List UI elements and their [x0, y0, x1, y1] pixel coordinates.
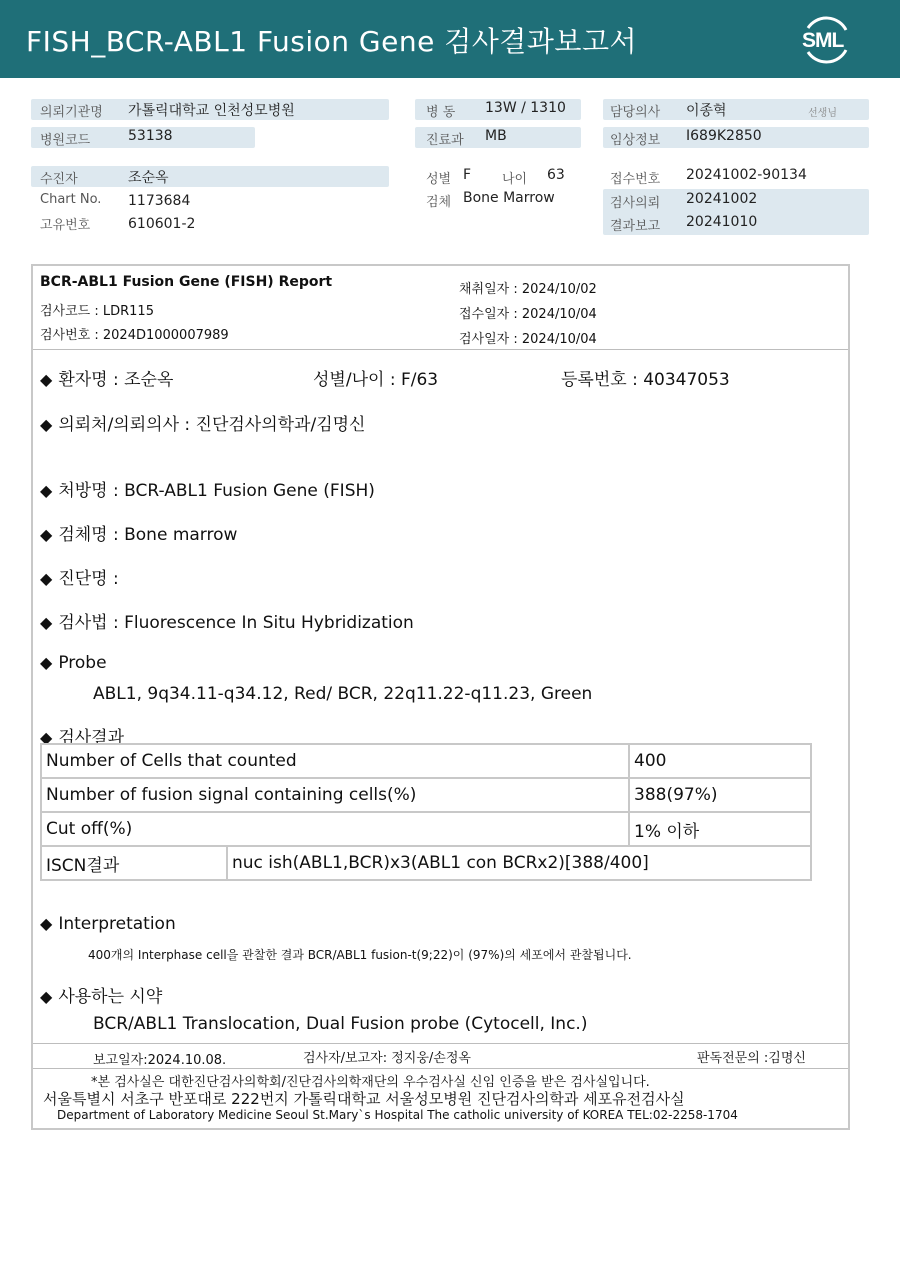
table-row [41, 778, 811, 812]
ward-value: 13W / 1310 [485, 100, 566, 116]
logo-text: SML [802, 29, 844, 52]
fusion-value: 388(97%) [629, 778, 811, 812]
ward-label: 병 동 [426, 105, 456, 120]
prescription-line-text: 처방명 : BCR-ABL1 Fusion Gene (FISH) [58, 481, 375, 501]
age-label: 나이 [502, 172, 528, 187]
probe-heading-text: Probe [58, 653, 107, 673]
report-title: BCR-ABL1 Fusion Gene (FISH) Report [40, 274, 333, 290]
reader: 판독전문의 :김명신 [697, 1051, 806, 1066]
doctor-suffix: 선생님 [808, 108, 837, 119]
diamond-bullet-icon: ◆ [40, 613, 53, 632]
interp-text: 400개의 Interphase cell을 관찰한 결과 BCR/ABL1 fusion-t(9;22)이 (97%)의 세포에서 관찰됩니다. [88, 948, 632, 962]
reagent-text: BCR/ABL1 Translocation, Dual Fusion probe (Cytocell, Inc.) [93, 1014, 588, 1034]
divider [33, 1068, 848, 1069]
diamond-bullet-icon: ◆ [40, 525, 53, 544]
result-label: 결과보고 [610, 219, 661, 234]
test-date: 검사일자 : 2024/10/04 [459, 332, 597, 347]
cutoff-value: 1% 이하 [629, 812, 811, 846]
receipt-value: 20241002-90134 [686, 167, 807, 183]
specimen-line [40, 520, 237, 545]
request-value: 20241002 [686, 191, 758, 207]
test-number: 검사번호 : 2024D1000007989 [40, 328, 229, 343]
probe-heading [40, 653, 107, 673]
institution-label: 의뢰기관명 [40, 105, 103, 120]
dept-label: 진료과 [426, 133, 464, 148]
cells-counted-label: Number of Cells that counted [41, 744, 629, 778]
request-label: 검사의뢰 [610, 196, 661, 211]
test-code: 검사코드 : LDR115 [40, 304, 154, 319]
method-line [40, 608, 414, 633]
receipt-label: 접수번호 [610, 172, 661, 187]
fusion-label: Number of fusion signal containing cells(%) [41, 778, 629, 812]
reporters: 검사자/보고자: 정지웅/손정옥 [303, 1051, 471, 1066]
reagent-heading-text: 사용하는 시약 [58, 987, 163, 1007]
divider [33, 349, 848, 350]
table-row [41, 744, 811, 778]
specimen-value: Bone Marrow [463, 190, 555, 206]
diamond-bullet-icon: ◆ [40, 569, 53, 588]
iscn-label: ISCN결과 [41, 846, 227, 880]
patient-line-text: 환자명 : 조순옥 [58, 370, 174, 390]
table-row [41, 846, 811, 880]
specimen-label: 검체 [426, 195, 452, 210]
table-row [41, 812, 811, 846]
interp-heading-text: Interpretation [58, 914, 176, 934]
sml-logo [798, 12, 854, 66]
cert-note: *본 검사실은 대한진단검사의학회/진단검사의학재단의 우수검사실 신임 인증을 받은 검사실입니다. [91, 1075, 650, 1090]
results-heading-text: 검사결과 [58, 728, 125, 748]
results-table [40, 743, 812, 881]
reagent-heading [40, 982, 162, 1007]
patient-value: 조순옥 [128, 170, 169, 186]
lab-address: 서울특별시 서초구 반포대로 222번지 가톨릭대학교 서울성모병원 진단검사의학과 세포유전검사실 [43, 1090, 685, 1108]
chart-value: 1173684 [128, 193, 191, 209]
diagnosis-line [40, 564, 119, 589]
patient-field [31, 166, 389, 187]
age-value: 63 [547, 167, 565, 183]
clinical-label: 임상정보 [610, 133, 661, 148]
clinical-value: I689K2850 [686, 128, 762, 144]
unique-label: 고유번호 [40, 218, 91, 233]
regno-line: 등록번호 : 40347053 [561, 370, 730, 390]
referrer-line-text: 의뢰처/의뢰의사 : 진단검사의학과/김명신 [58, 415, 366, 435]
unique-value: 610601-2 [128, 216, 196, 232]
receive-date: 접수일자 : 2024/10/04 [459, 307, 597, 322]
cutoff-label: Cut off(%) [41, 812, 629, 846]
iscn-value: nuc ish(ABL1,BCR)x3(ABL1 con BCRx2)[388/400] [227, 846, 811, 880]
result-value: 20241010 [686, 214, 758, 230]
sex-label: 성별 [426, 172, 452, 187]
dept-value: MB [485, 128, 507, 144]
specimen-line-text: 검체명 : Bone marrow [58, 525, 238, 545]
diamond-bullet-icon: ◆ [40, 481, 53, 500]
diamond-bullet-icon: ◆ [40, 415, 53, 434]
doctor-label: 담당의사 [610, 105, 661, 120]
dept-english: Department of Laboratory Medicine Seoul St.Mary`s Hospital The catholic university of KOREA TEL:02-2258-1704 [57, 1108, 738, 1122]
diamond-bullet-icon: ◆ [40, 987, 53, 1006]
diagnosis-line-text: 진단명 : [58, 569, 119, 589]
diamond-bullet-icon: ◆ [40, 653, 53, 672]
cells-counted-value: 400 [629, 744, 811, 778]
report-box [31, 264, 850, 1130]
probe-text: ABL1, 9q34.11-q34.12, Red/ BCR, 22q11.22-q11.23, Green [93, 684, 593, 704]
doctor-value: 이종혁 [686, 103, 727, 119]
divider [33, 1043, 848, 1044]
chart-label: Chart No. [40, 192, 102, 207]
sexage-line: 성별/나이 : F/63 [313, 370, 439, 390]
referrer-line [40, 410, 365, 435]
hospital-code-value: 53138 [128, 128, 173, 144]
patient-label: 수진자 [40, 172, 78, 187]
diamond-bullet-icon: ◆ [40, 370, 53, 389]
method-line-text: 검사법 : Fluorescence In Situ Hybridization [58, 613, 414, 633]
interp-heading [40, 914, 176, 934]
hospital-code-label: 병원코드 [40, 133, 91, 148]
report-header [0, 0, 900, 78]
report-date: 보고일자:2024.10.08. [93, 1053, 227, 1068]
sex-value: F [463, 167, 472, 183]
page-title: FISH_BCR-ABL1 Fusion Gene 검사결과보고서 [26, 25, 638, 58]
institution-value: 가톨릭대학교 인천성모병원 [128, 103, 295, 119]
collect-date: 채취일자 : 2024/10/02 [459, 282, 597, 297]
prescription-line [40, 476, 375, 501]
diamond-bullet-icon: ◆ [40, 914, 53, 933]
patient-line [40, 365, 173, 390]
diamond-bullet-icon: ◆ [40, 728, 53, 747]
